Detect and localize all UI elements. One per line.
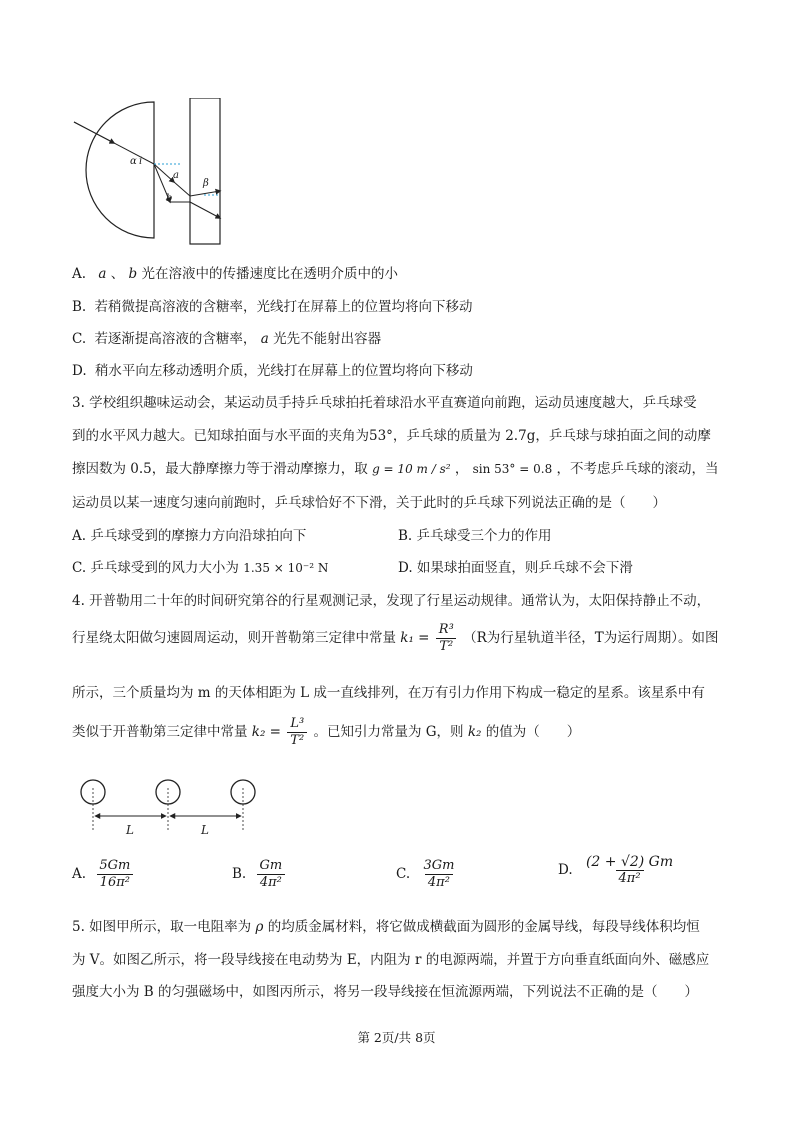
q5-line3: 强度大小为 B 的匀强磁场中，如图丙所示，将另一段导线接在恒流源两端，下列说法不正确的是（ ） [72,984,699,1000]
alpha-label: α [130,156,137,167]
rho-symbol: ρ [255,919,264,935]
q2-option-c: C. 若逐渐提高溶液的含糖率， a 光先不能射出容器 [72,331,382,347]
q3-option-b: B. 乒乓球受三个力的作用 [398,528,552,544]
q5-line2: 为 V。如图乙所示，将一段导线接在电动势为 E，内阻为 r 的电源两端，并置于方向垂直纸面向外、磁感应 [72,952,710,968]
q4-option-d: D. $\frac{(2 + √2) Gm}{\text{4π²}}$ [558,854,674,886]
q3-option-a: A. 乒乓球受到的摩擦力方向沿球拍向下 [72,528,307,544]
q2-option-a: A. a 、 b 光在溶液中的传播速度比在透明介质中的小 [72,266,398,282]
q3-option-d: D. 如果球拍面竖直，则乒乓球不会下滑 [398,560,633,576]
i-label: i [139,156,143,167]
refraction-figure [70,98,250,246]
q4-line4: 类似于开普勒第三定律中常量 k₂ = $\frac{\text{L³}}{\text{T²}}$ 。已知引力常量为 G，则 k₂ 的值为（ ） [72,716,581,748]
q5-line1: 5. 如图甲所示，取一电阻率为 ρ 的均质金属材料，将它做成横截面为圆形的金属导线，每段导线体积均恒 [72,919,700,935]
page-footer: 第 2页/共 8页 [357,1030,436,1045]
k1-symbol: k₁ = [400,630,430,646]
sine-expression: sin 53° = 0.8 [472,462,553,476]
k2-fraction: $\frac{\text{L³}}{\text{T²}}$ [287,716,307,749]
beta-label: β [203,178,209,189]
q4-option-b: B. $\frac{Gm}{\text{4π²}}$ [232,858,287,891]
q3-line2: 到的水平风力越大。已知球拍面与水平面的夹角为53°，乒乓球的质量为 2.7g，乒乓球与球拍面之间的动摩 [72,428,711,444]
q3-line4: 运动员以某一速度匀速向前跑时，乒乓球恰好不下滑，关于此时的乒乓球下列说法正确的是（ ） [72,495,666,511]
gravity-expression: g = 10 m / s² [372,462,451,476]
a-label: a [173,170,179,181]
q4-option-a: A. $\frac{5Gm}{\text{16π²}}$ [72,858,135,891]
q4-line1: 4. 开普勒用二十年的时间研究第谷的行星观测记录，发现了行星运动规律。通常认为，太阳保持静止不动， [72,593,711,609]
q3-line1: 3. 学校组织趣味运动会，某运动员手持乒乓球拍托着球沿水平直赛道向前跑，运动员速度越大，乒乓球受 [72,395,697,411]
q4-line3: 所示，三个质量均为 m 的天体相距为 L 成一直线排列，在万有引力作用下构成一稳定的星系。该星系中有 [72,685,705,701]
q3-option-c: C. 乒乓球受到的风力大小为 1.35 × 10⁻² N [72,560,329,576]
q3-line3: 擦因数为 0.5，最大静摩擦力等于滑动摩擦力，取 g = 10 m / s² ， sin 53° = 0.8 ，不考虑乒乓球的滚动，当 [72,461,719,477]
b-label: b [166,193,173,204]
q4-line2: 行星绕太阳做匀速圆周运动，则开普勒第三定律中常量 k₁ = $\frac{\text{R³}}{\text{T²}}$ （R为行星轨道半径，T为运行周期）。如图 [72,622,719,654]
wind-force-expression: 1.35 × 10⁻² N [243,561,329,575]
q2-option-d: D. 稍水平向左移动透明介质，光线打在屏幕上的位置均将向下移动 [72,363,473,379]
q2-option-b: B. 若稍微提高溶液的含糖率，光线打在屏幕上的位置均将向下移动 [72,299,473,315]
k2-symbol: k₂ = [251,724,281,740]
three-body-figure [76,776,266,840]
distance-label-1: L [126,823,134,837]
q4-option-c: C. $\frac{3Gm}{\text{4π²}}$ [396,858,455,890]
distance-label-2: L [201,823,209,837]
k1-fraction: $\frac{\text{R³}}{\text{T²}}$ [436,622,457,655]
